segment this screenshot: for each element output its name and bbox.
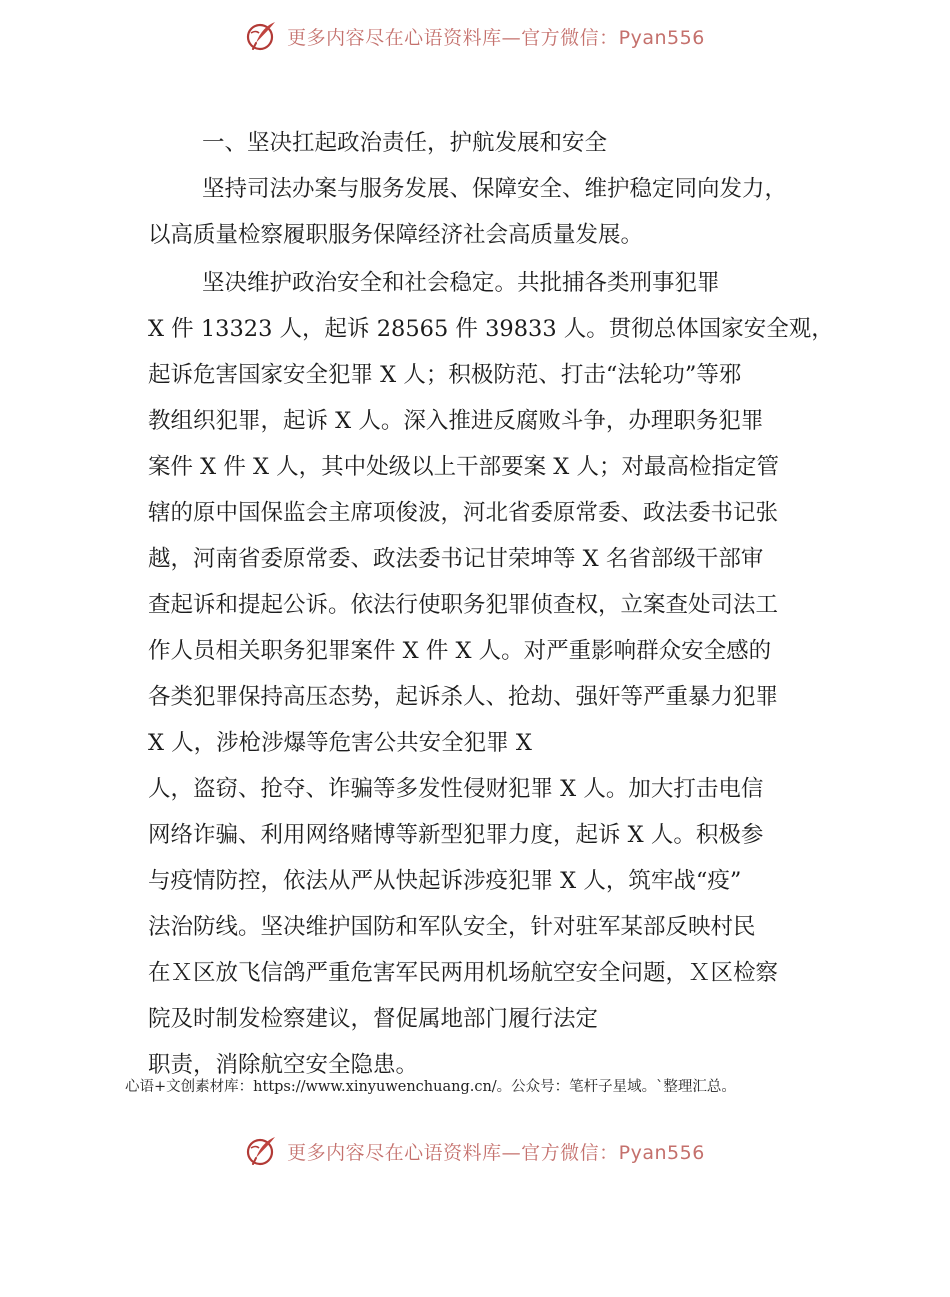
paragraph-line: 起诉危害国家安全犯罪 X 人；积极防范、打击“法轮功”等邪 xyxy=(148,362,742,388)
paragraph-line: 辖的原中国保监会主席项俊波，河北省委原常委、政法委书记张 xyxy=(148,500,779,526)
paragraph-line: X 人，涉枪涉爆等危害公共安全犯罪 X xyxy=(148,730,532,756)
paragraph-line: 职责，消除航空安全隐患。 xyxy=(148,1052,419,1078)
paragraph-line: 案件 X 件 X 人，其中处级以上干部要案 X 人；对最高检指定管 xyxy=(148,454,779,480)
feather-quill-icon xyxy=(245,19,279,53)
paragraph-line: 院及时制发检察建议，督促属地部门履行法定 xyxy=(148,1006,599,1032)
paragraph-line: 各类犯罪保持高压态势，起诉杀人、抢劫、强奸等严重暴力犯罪 xyxy=(148,684,779,710)
header-banner xyxy=(0,14,950,58)
banner-wechat-id: Pyan556 xyxy=(618,1141,705,1164)
paragraph-line: 在Ｘ区放飞信鸽严重危害军民两用机场航空安全问题，Ｘ区检察 xyxy=(148,960,779,986)
banner-text: 更多内容尽在心语资料库—官方微信：Pyan556 xyxy=(287,26,705,49)
section-heading: 一、坚决扛起政治责任，护航发展和安全 xyxy=(202,130,608,156)
paragraph-line: 与疫情防控，依法从严从快起诉涉疫犯罪 X 人，筑牢战“疫” xyxy=(148,868,742,894)
paragraph-line: 法治防线。坚决维护国防和军队安全，针对驻军某部反映村民 xyxy=(148,914,756,940)
footer-banner xyxy=(0,1129,950,1173)
banner-wechat-id: Pyan556 xyxy=(618,26,705,49)
paragraph-line: 越，河南省委原常委、政法委书记甘荣坤等 X 名省部级干部审 xyxy=(148,546,764,572)
paragraph-line: 查起诉和提起公诉。依法行使职务犯罪侦查权，立案查处司法工 xyxy=(148,592,779,618)
banner-text: 更多内容尽在心语资料库—官方微信：Pyan556 xyxy=(287,1141,705,1164)
paragraph-line: 网络诈骗、利用网络赌博等新型犯罪力度，起诉 X 人。积极参 xyxy=(148,822,764,848)
source-note: 心语+文创素材库：https://www.xinyuwenchuang.cn/。公众号：笔杆子星域。`整理汇总。 xyxy=(125,1079,736,1095)
paragraph-line: 以高质量检察履职服务保障经济社会高质量发展。 xyxy=(148,222,644,248)
feather-quill-icon xyxy=(245,1134,279,1168)
paragraph-line: X 件 13323 人，起诉 28565 件 39833 人。贯彻总体国家安全观， xyxy=(148,316,834,342)
paragraph-line: 作人员相关职务犯罪案件 X 件 X 人。对严重影响群众安全感的 xyxy=(148,638,772,664)
document-body xyxy=(148,120,848,1088)
paragraph-line: 人，盗窃、抢夺、诈骗等多发性侵财犯罪 X 人。加大打击电信 xyxy=(148,776,764,802)
paragraph-line: 坚决维护政治安全和社会稳定。共批捕各类刑事犯罪 xyxy=(202,270,720,296)
paragraph-line: 坚持司法办案与服务发展、保障安全、维护稳定同向发力， xyxy=(202,176,788,202)
paragraph-line: 教组织犯罪，起诉 X 人。深入推进反腐败斗争，办理职务犯罪 xyxy=(148,408,764,434)
